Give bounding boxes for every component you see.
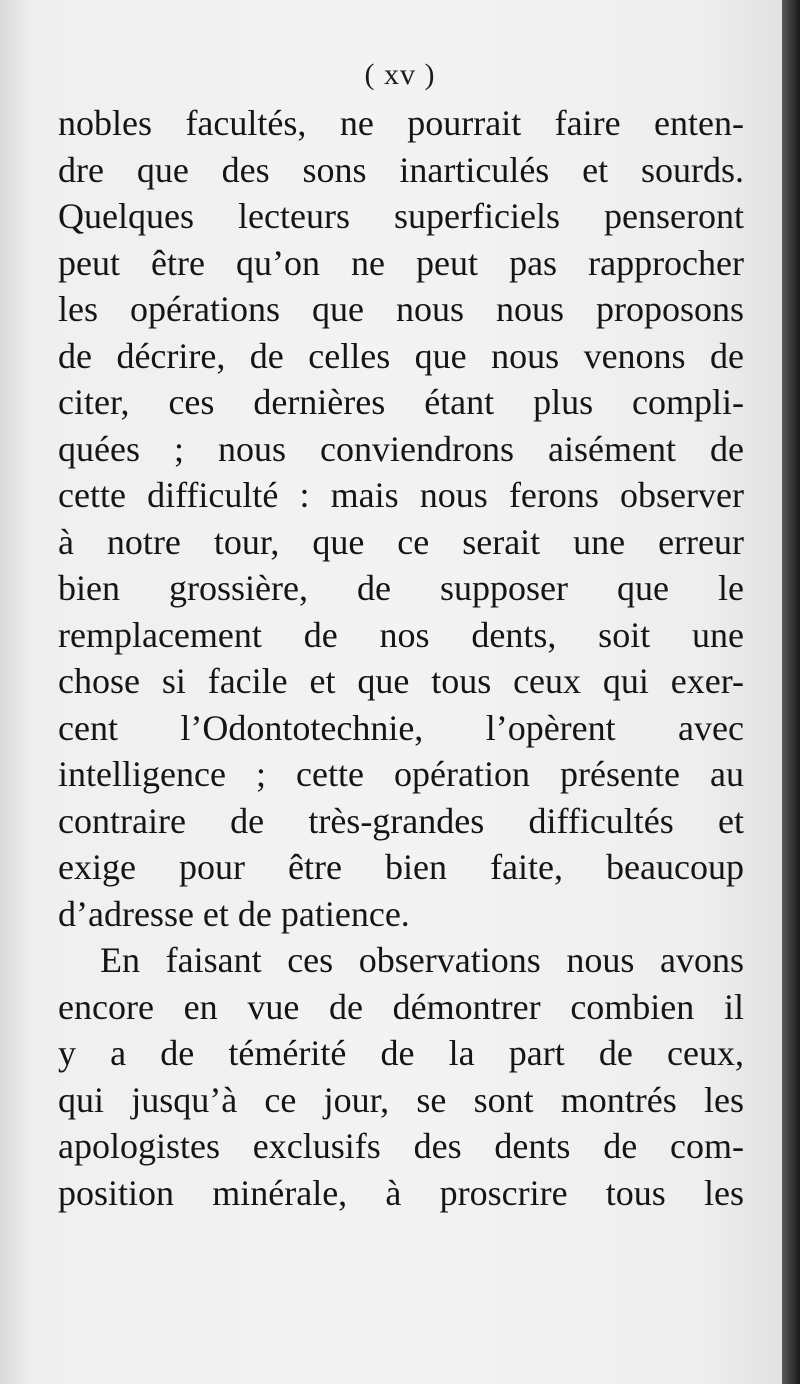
text-line: dre que des sons inarticulés et sourds. bbox=[58, 149, 744, 190]
text-line: bien grossière, de supposer que le bbox=[58, 568, 744, 608]
text-line: de décrire, de celles que nous venons de bbox=[58, 335, 744, 376]
text-line: encore en vue de démontrer combien il bbox=[58, 986, 744, 1027]
text-line: y a de témérité de la part de ceux, bbox=[58, 1033, 744, 1073]
paragraph-1 bbox=[58, 100, 744, 937]
text-line: cette difficulté : mais nous ferons observer bbox=[58, 475, 744, 515]
text-line: position minérale, à proscrire tous les bbox=[58, 1172, 744, 1213]
text-line: intelligence ; cette opération présente au bbox=[58, 754, 744, 794]
text-line: En faisant ces observations nous avons bbox=[100, 940, 744, 980]
text-line: les opérations que nous nous proposons bbox=[58, 289, 744, 329]
text-line: d’adresse et de patience. bbox=[58, 893, 410, 934]
page-number-header: ( xv ) bbox=[364, 58, 436, 91]
text-line: contraire de très-grandes difficultés et bbox=[58, 800, 744, 841]
text-line: apologistes exclusifs des dents de com- bbox=[58, 1126, 744, 1166]
paragraph-2 bbox=[58, 937, 744, 1216]
text-line: quées ; nous conviendrons aisément de bbox=[58, 428, 744, 469]
text-line: nobles facultés, ne pourrait faire enten- bbox=[58, 103, 744, 143]
text-line: à notre tour, que ce serait une erreur bbox=[58, 521, 744, 562]
text-line: citer, ces dernières étant plus compli- bbox=[58, 382, 744, 422]
text-line: cent l’Odontotechnie, l’opèrent avec bbox=[58, 707, 744, 748]
text-line: Quelques lecteurs superficiels penseront bbox=[58, 196, 744, 236]
text-line: qui jusqu’à ce jour, se sont montrés les bbox=[58, 1079, 744, 1120]
body-text bbox=[58, 100, 744, 1216]
text-line: peut être qu’on ne peut pas rapprocher bbox=[58, 242, 744, 283]
text-line: chose si facile et que tous ceux qui exer- bbox=[58, 661, 744, 701]
text-line: exige pour être bien faite, beaucoup bbox=[58, 847, 744, 887]
page-edge-shadow bbox=[782, 0, 800, 1384]
text-line: remplacement de nos dents, soit une bbox=[58, 614, 744, 655]
